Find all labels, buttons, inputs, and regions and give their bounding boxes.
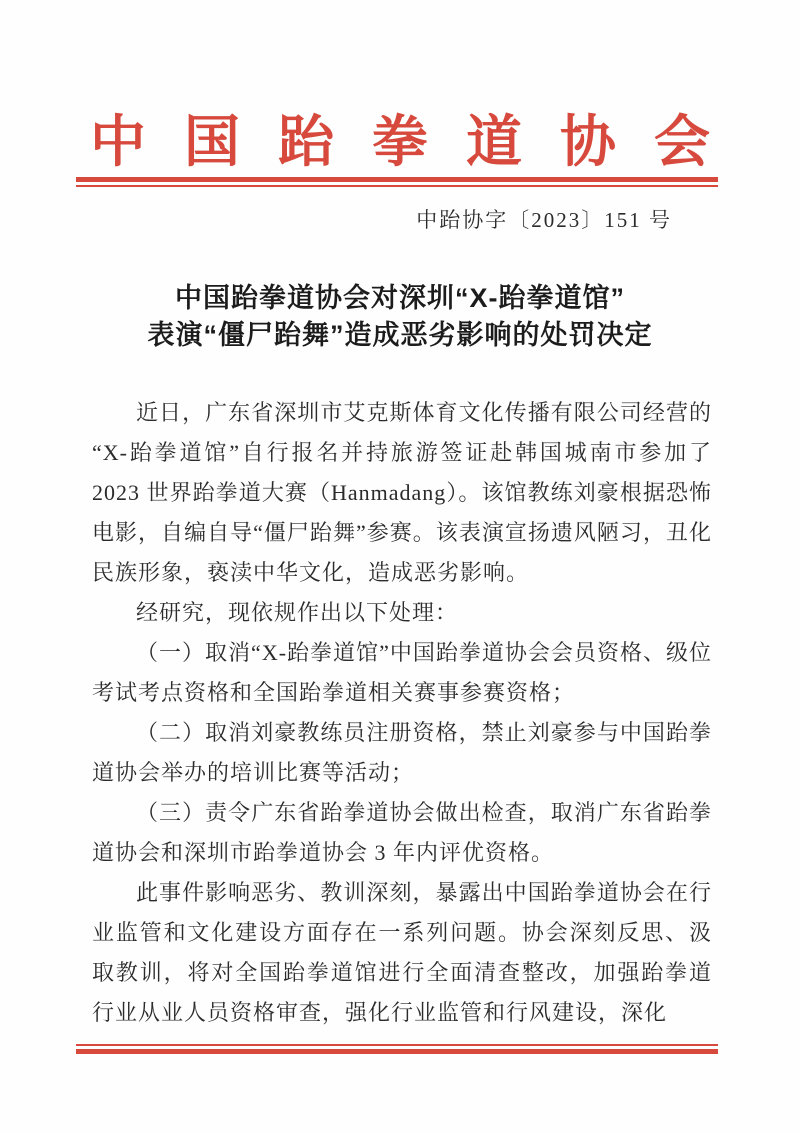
body-paragraph-1: 近日，广东省深圳市艾克斯体育文化传播有限公司经营的“X-跆拳道馆”自行报名并持旅游签证赴韩国城南市参加了 2023 世界跆拳道大赛（Hanmadang）。该馆教练刘豪根据恐怖电影，自编自导“僵尸跆舞”参赛。该表演宣扬遗风陋习，丑化民族形象，亵渎中华文化，造成恶劣影响。 [92,400,712,585]
header-rule-thin [76,185,718,187]
document-title-line-1: 中国跆拳道协会对深圳“X-跆拳道馆” [175,283,625,313]
body-paragraph-2: 经研究，现依规作出以下处理： [136,600,459,625]
body-paragraph-3: （一）取消“X-跆拳道馆”中国跆拳道协会会员资格、级位考试考点资格和全国跆拳道相关赛事参赛资格； [92,640,712,705]
document-body [92,393,712,1033]
body-paragraph-6: 此事件影响恶劣、教训深刻，暴露出中国跆拳道协会在行业监管和文化建设方面存在一系列问题。协会深刻反思、汲取教训，将对全国跆拳道馆进行全面清查整改，加强跆拳道行业从业人员资格审查，强化行业监管和行风建设，深化 [92,880,712,1025]
body-paragraph-5: （三）责令广东省跆拳道协会做出检查，取消广东省跆拳道协会和深圳市跆拳道协会 3 年内评优资格。 [92,800,712,865]
footer-rule-thick [76,1049,718,1054]
document-title-line-2: 表演“僵尸跆舞”造成恶劣影响的处罚决定 [147,320,653,350]
body-paragraph-4: （二）取消刘豪教练员注册资格，禁止刘豪参与中国跆拳道协会举办的培训比赛等活动； [92,720,712,785]
doc-number: 中跆协字〔2023〕151 号 [416,208,672,232]
org-name-header [0,98,800,178]
header-rule-thick [76,177,718,182]
document-title [0,280,800,354]
org-name-text: 中国跆拳道协会 [90,112,748,174]
footer-rule-thin [76,1044,718,1046]
